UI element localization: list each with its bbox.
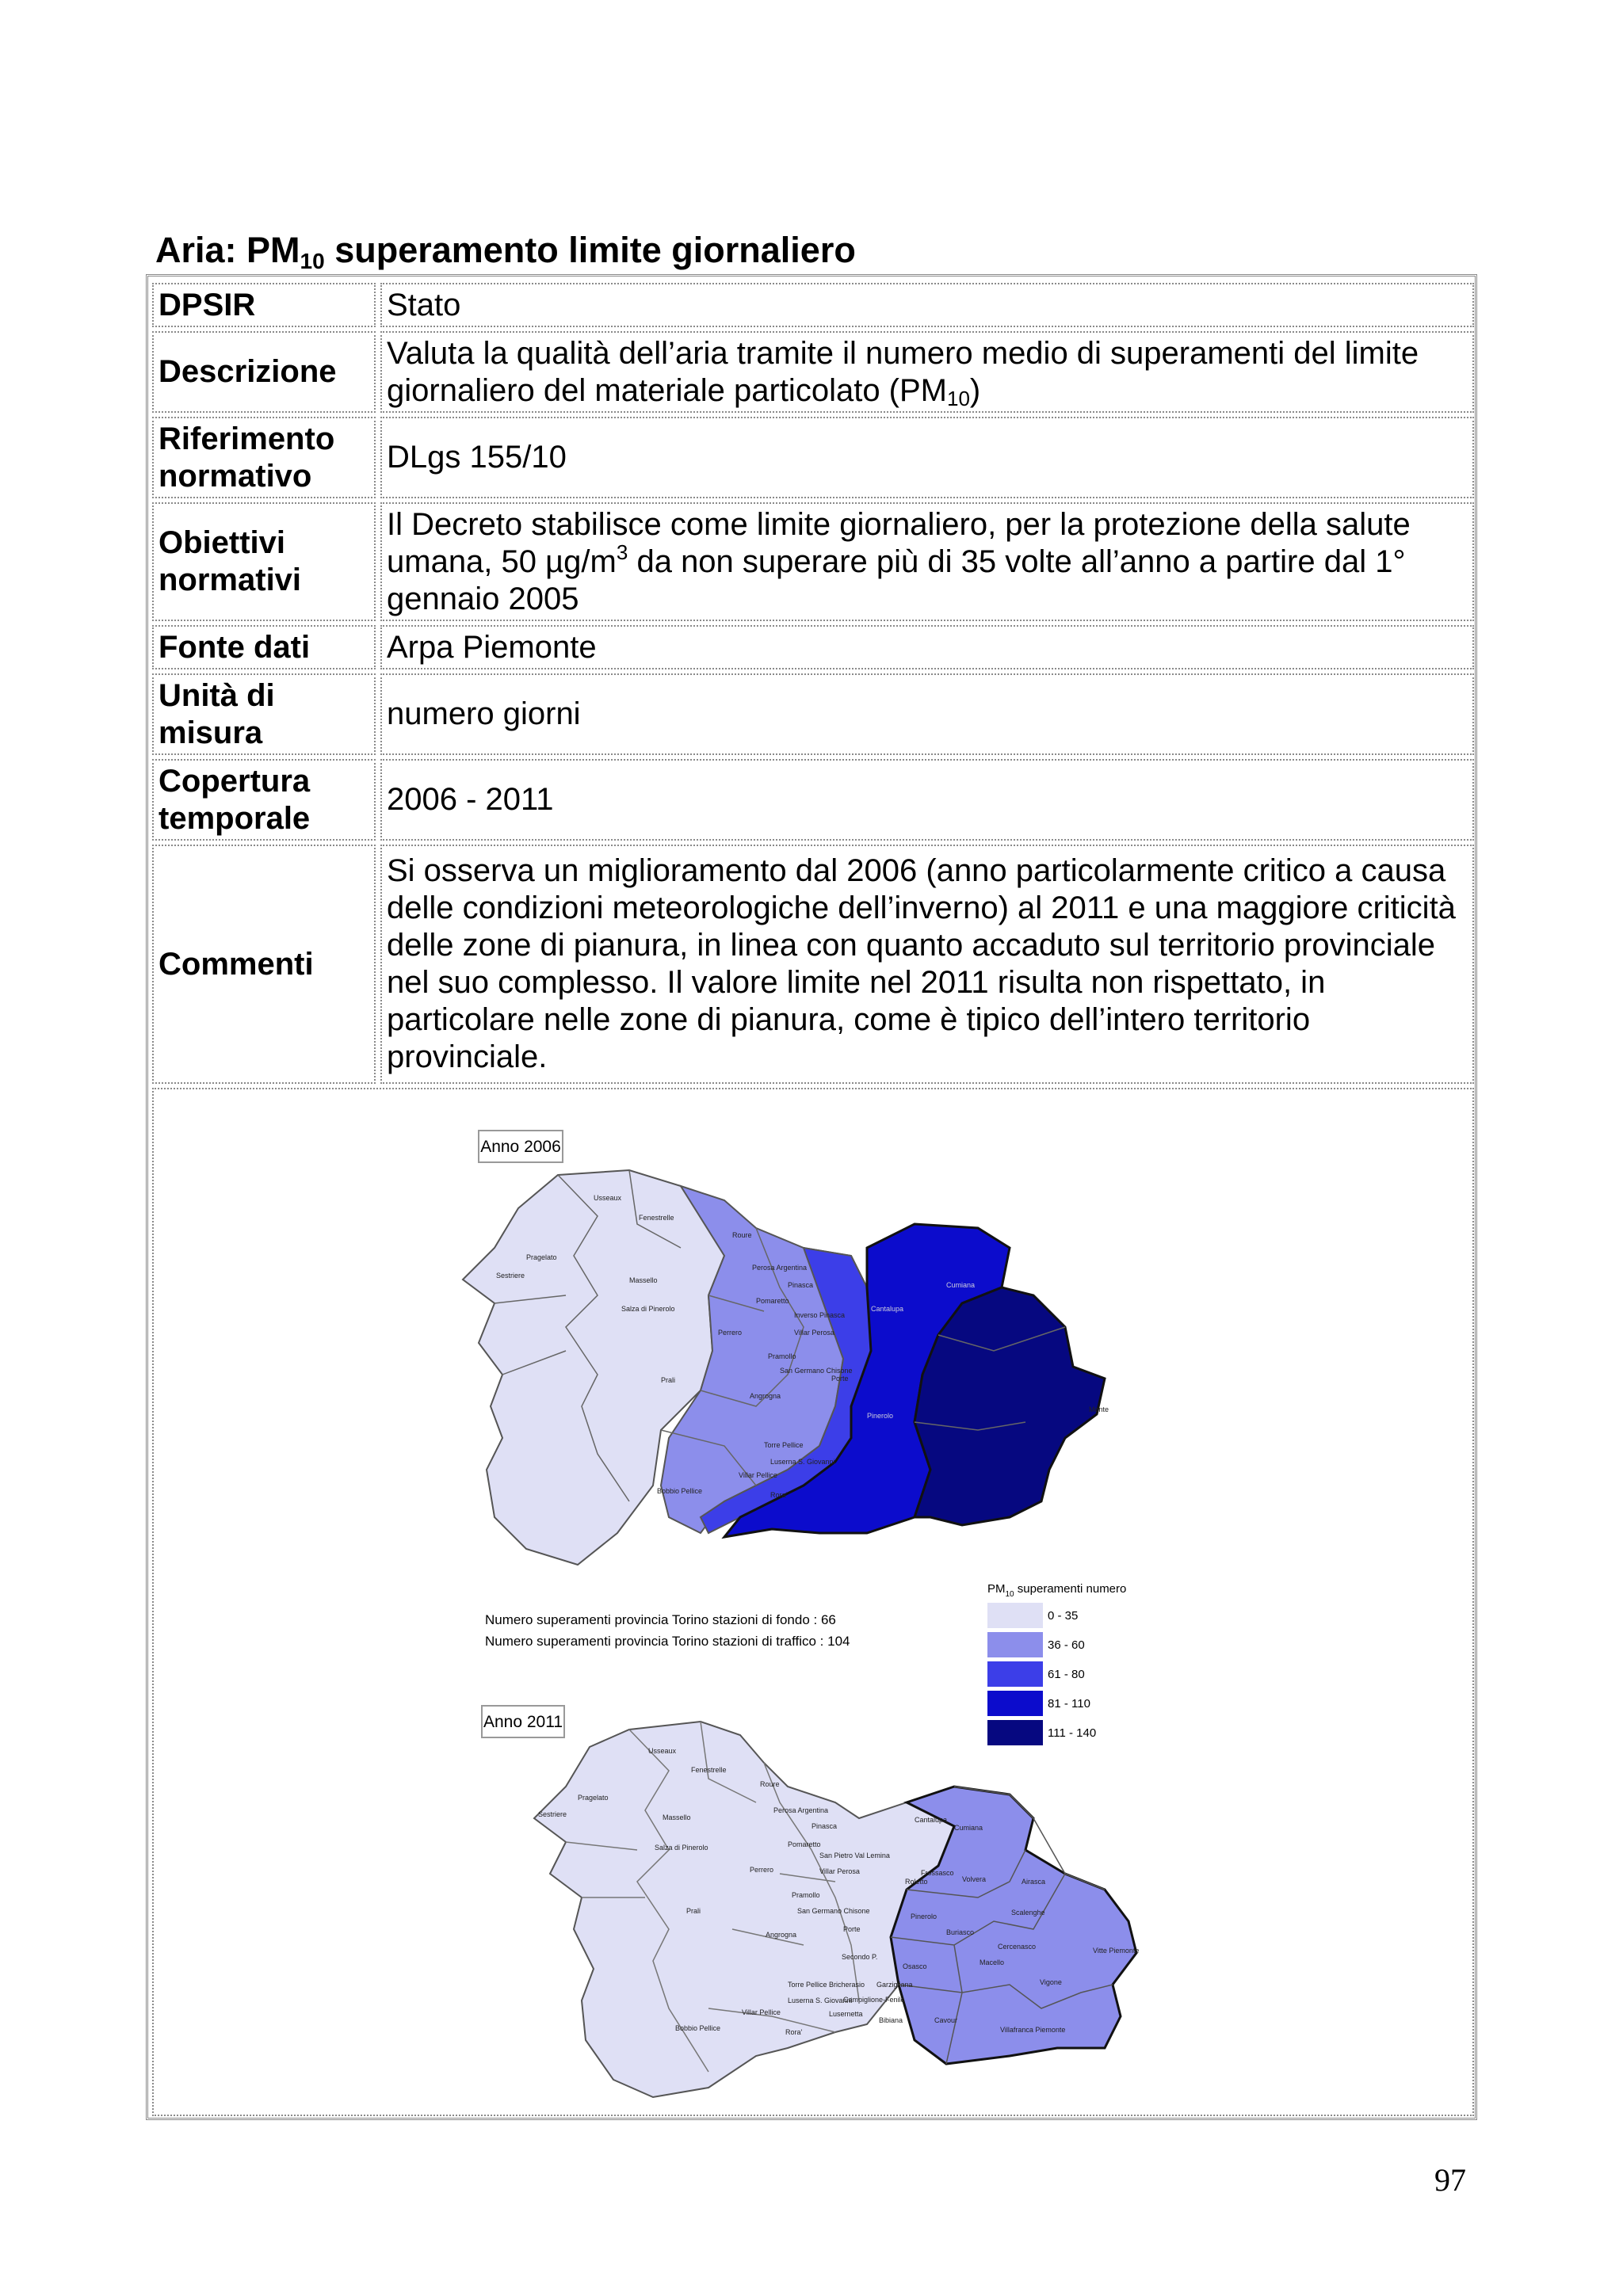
place-label: Massello	[629, 1276, 658, 1284]
row-label-fonte: Fonte dati	[152, 625, 376, 669]
place-label: Villar Pellice	[742, 2008, 781, 2016]
maps-svg	[154, 1089, 1472, 2115]
legend-label: 61 - 80	[1048, 1668, 1085, 1681]
legend-items	[987, 1603, 1096, 1745]
row-label-copertura: Copertura temporale	[152, 759, 376, 841]
place-label: Usseaux	[594, 1194, 622, 1202]
place-label: Torre Pellice	[764, 1441, 804, 1449]
place-label: Cercenasco	[998, 1943, 1037, 1951]
place-label: Pramollo	[768, 1352, 796, 1360]
legend-label: 0 - 35	[1048, 1609, 1079, 1623]
place-label: Cavour	[934, 2016, 958, 2024]
legend-swatch	[987, 1720, 1043, 1745]
place-label: Roure	[732, 1231, 752, 1239]
map-figure	[152, 1088, 1474, 2116]
place-label: Luserna S. Giovanni	[788, 1997, 853, 2004]
place-label: Pramollo	[792, 1891, 820, 1899]
row-value-riferimento: DLgs 155/10	[380, 417, 1474, 498]
row-value-descrizione: Valuta la qualità dell’aria tramite il numero medio di superamenti del limite giornaliero del materiale particolato $(PM_{10})$	[380, 331, 1474, 413]
place-label: Pragelato	[526, 1253, 557, 1261]
place-label: Sestriere	[538, 1810, 567, 1818]
place-label: Pinasca	[812, 1822, 838, 1830]
legend-label: 36 - 60	[1048, 1638, 1085, 1652]
place-label: Torre Pellice	[788, 1981, 827, 1989]
legend-swatch	[987, 1632, 1043, 1657]
row-value-commenti: Si osserva un miglioramento dal 2006 (anno particolarmente critico a causa delle condizioni meteorologiche dell’inverno) al 2011 e una maggiore criticità delle zone di pianura, in linea con quanto accaduto sul territorio provinciale nel suo complesso. Il valore limite nel 2011 risulta non rispettato, in particolare nelle zone di pianura, come è tipico dell’intero territorio provinciale.	[380, 845, 1474, 1084]
place-label: Roletto	[905, 1878, 928, 1886]
place-label: Salza di Pinerolo	[621, 1305, 675, 1313]
place-label: San Germano Chisone	[780, 1367, 853, 1375]
place-label: Volvera	[962, 1875, 987, 1883]
page-title: Aria: $PM_{10}$ superamento limite giornaliero	[155, 230, 856, 273]
place-label: Airasca	[1022, 1878, 1046, 1886]
note-fondo: Numero superamenti provincia Torino stazioni di fondo : 66	[485, 1612, 836, 1627]
row-label-riferimento: Riferimento normativo	[152, 417, 376, 498]
place-label: Massello	[663, 1814, 691, 1821]
place-label: Lusernetta	[829, 2010, 863, 2018]
map-legend	[987, 1582, 1126, 1745]
place-label: Inverso Pinasca	[794, 1311, 846, 1319]
place-label: Perrero	[750, 1866, 774, 1874]
place-label: Scalenghe	[1011, 1909, 1045, 1917]
place-label: Villar Perosa	[819, 1867, 860, 1875]
place-label: Luserna S. Giovanni	[770, 1458, 835, 1466]
place-label: Pomaretto	[788, 1840, 821, 1848]
row-label-obiettivi: Obiettivi normativi	[152, 502, 376, 621]
place-label: Porte	[831, 1375, 849, 1383]
row-label-dpsir: DPSIR	[152, 283, 376, 327]
place-label: Buriasco	[946, 1928, 975, 1936]
row-value-unita: numero giorni	[380, 673, 1474, 755]
place-label: Cumiana	[954, 1824, 983, 1832]
place-label: Bibiana	[879, 2016, 903, 2024]
page-number: 97	[1434, 2162, 1466, 2198]
place-label: Rora'	[770, 1491, 788, 1499]
place-label: Villar Pellice	[739, 1471, 777, 1479]
place-label: Vigone	[1040, 1978, 1062, 1986]
legend-swatch	[987, 1691, 1043, 1716]
place-label: Roure	[760, 1780, 780, 1788]
place-label: Cantalupa	[871, 1305, 904, 1313]
place-label: Cantalupa	[915, 1816, 948, 1824]
legend-label: 111 - 140	[1048, 1726, 1097, 1740]
place-label: Garzigliana	[876, 1981, 913, 1989]
place-label: Frossasco	[921, 1869, 954, 1877]
legend-swatch	[987, 1661, 1043, 1687]
place-label: Pragelato	[578, 1794, 609, 1802]
row-value-fonte: Arpa Piemonte	[380, 625, 1474, 669]
place-label: Pomaretto	[756, 1297, 789, 1305]
place-label: Perrero	[718, 1329, 743, 1337]
note-traffico: Numero superamenti provincia Torino stazioni di traffico : 104	[485, 1634, 850, 1649]
place-label: Villar Perosa	[794, 1329, 834, 1337]
place-label: Sestriere	[496, 1272, 525, 1280]
place-label: Villafranca Piemonte	[1000, 2026, 1066, 2034]
legend-label: 81 - 110	[1048, 1697, 1090, 1711]
row-value-obiettivi: Il Decreto stabilisce come limite giornaliero, per la protezione della salute umana, 50 $\mu g/m^3$ da non superare più di 35 volte all’anno a partire dal 1° gennaio 2005	[380, 502, 1474, 621]
place-label: San Germano Chisone	[797, 1907, 870, 1915]
place-label: Macello	[980, 1958, 1005, 1966]
map-2006	[463, 1131, 1109, 1565]
place-label: Bricherasio	[829, 1981, 865, 1989]
map-2011-zone-0-35	[534, 1722, 954, 2097]
place-label: Rora'	[785, 2028, 803, 2036]
place-label: Prali	[661, 1376, 676, 1384]
place-label: Fenestrelle	[639, 1214, 674, 1222]
place-label: Porte	[843, 1925, 861, 1933]
row-label-commenti: Commenti	[152, 845, 376, 1084]
place-label: Angrogna	[750, 1392, 781, 1400]
place-label: Angrogna	[766, 1931, 797, 1939]
place-label: Usseaux	[648, 1747, 677, 1755]
place-label: Bobbio Pellice	[675, 2024, 721, 2032]
place-label: Fenestrelle	[691, 1766, 727, 1774]
legend-title: $PM_{10}$ superamenti numero	[987, 1582, 1127, 1599]
place-label: Prali	[686, 1907, 701, 1915]
place-label: Osasco	[903, 1962, 927, 1970]
place-label: Cumiana	[946, 1281, 976, 1289]
place-label: Vitte Piemonte	[1093, 1947, 1140, 1955]
place-label: San Pietro Val Lemina	[819, 1852, 890, 1859]
place-label: Perosa Argentina	[773, 1806, 829, 1814]
place-label: Bobbio Pellice	[657, 1487, 703, 1495]
legend-swatch	[987, 1603, 1043, 1628]
row-label-unita: Unità di misura	[152, 673, 376, 755]
place-label: Campiglione-Fenile	[843, 1996, 905, 2004]
row-value-dpsir: Stato	[380, 283, 1474, 327]
map-2011	[482, 1706, 1139, 2097]
map-2006-title: Anno 2006	[480, 1138, 561, 1156]
place-label: Pinasca	[788, 1281, 814, 1289]
place-label: Pinerolo	[911, 1913, 938, 1920]
place-label: Perosa Argentina	[752, 1264, 808, 1272]
place-label: Pinerolo	[867, 1412, 894, 1420]
map-2011-title: Anno 2011	[483, 1713, 563, 1731]
row-value-copertura: 2006 - 2011	[380, 759, 1474, 841]
place-label: Monte	[1089, 1405, 1109, 1413]
place-label: Secondo P.	[842, 1953, 878, 1961]
place-label: Salza di Pinerolo	[655, 1844, 708, 1852]
row-label-descrizione: Descrizione	[152, 331, 376, 413]
